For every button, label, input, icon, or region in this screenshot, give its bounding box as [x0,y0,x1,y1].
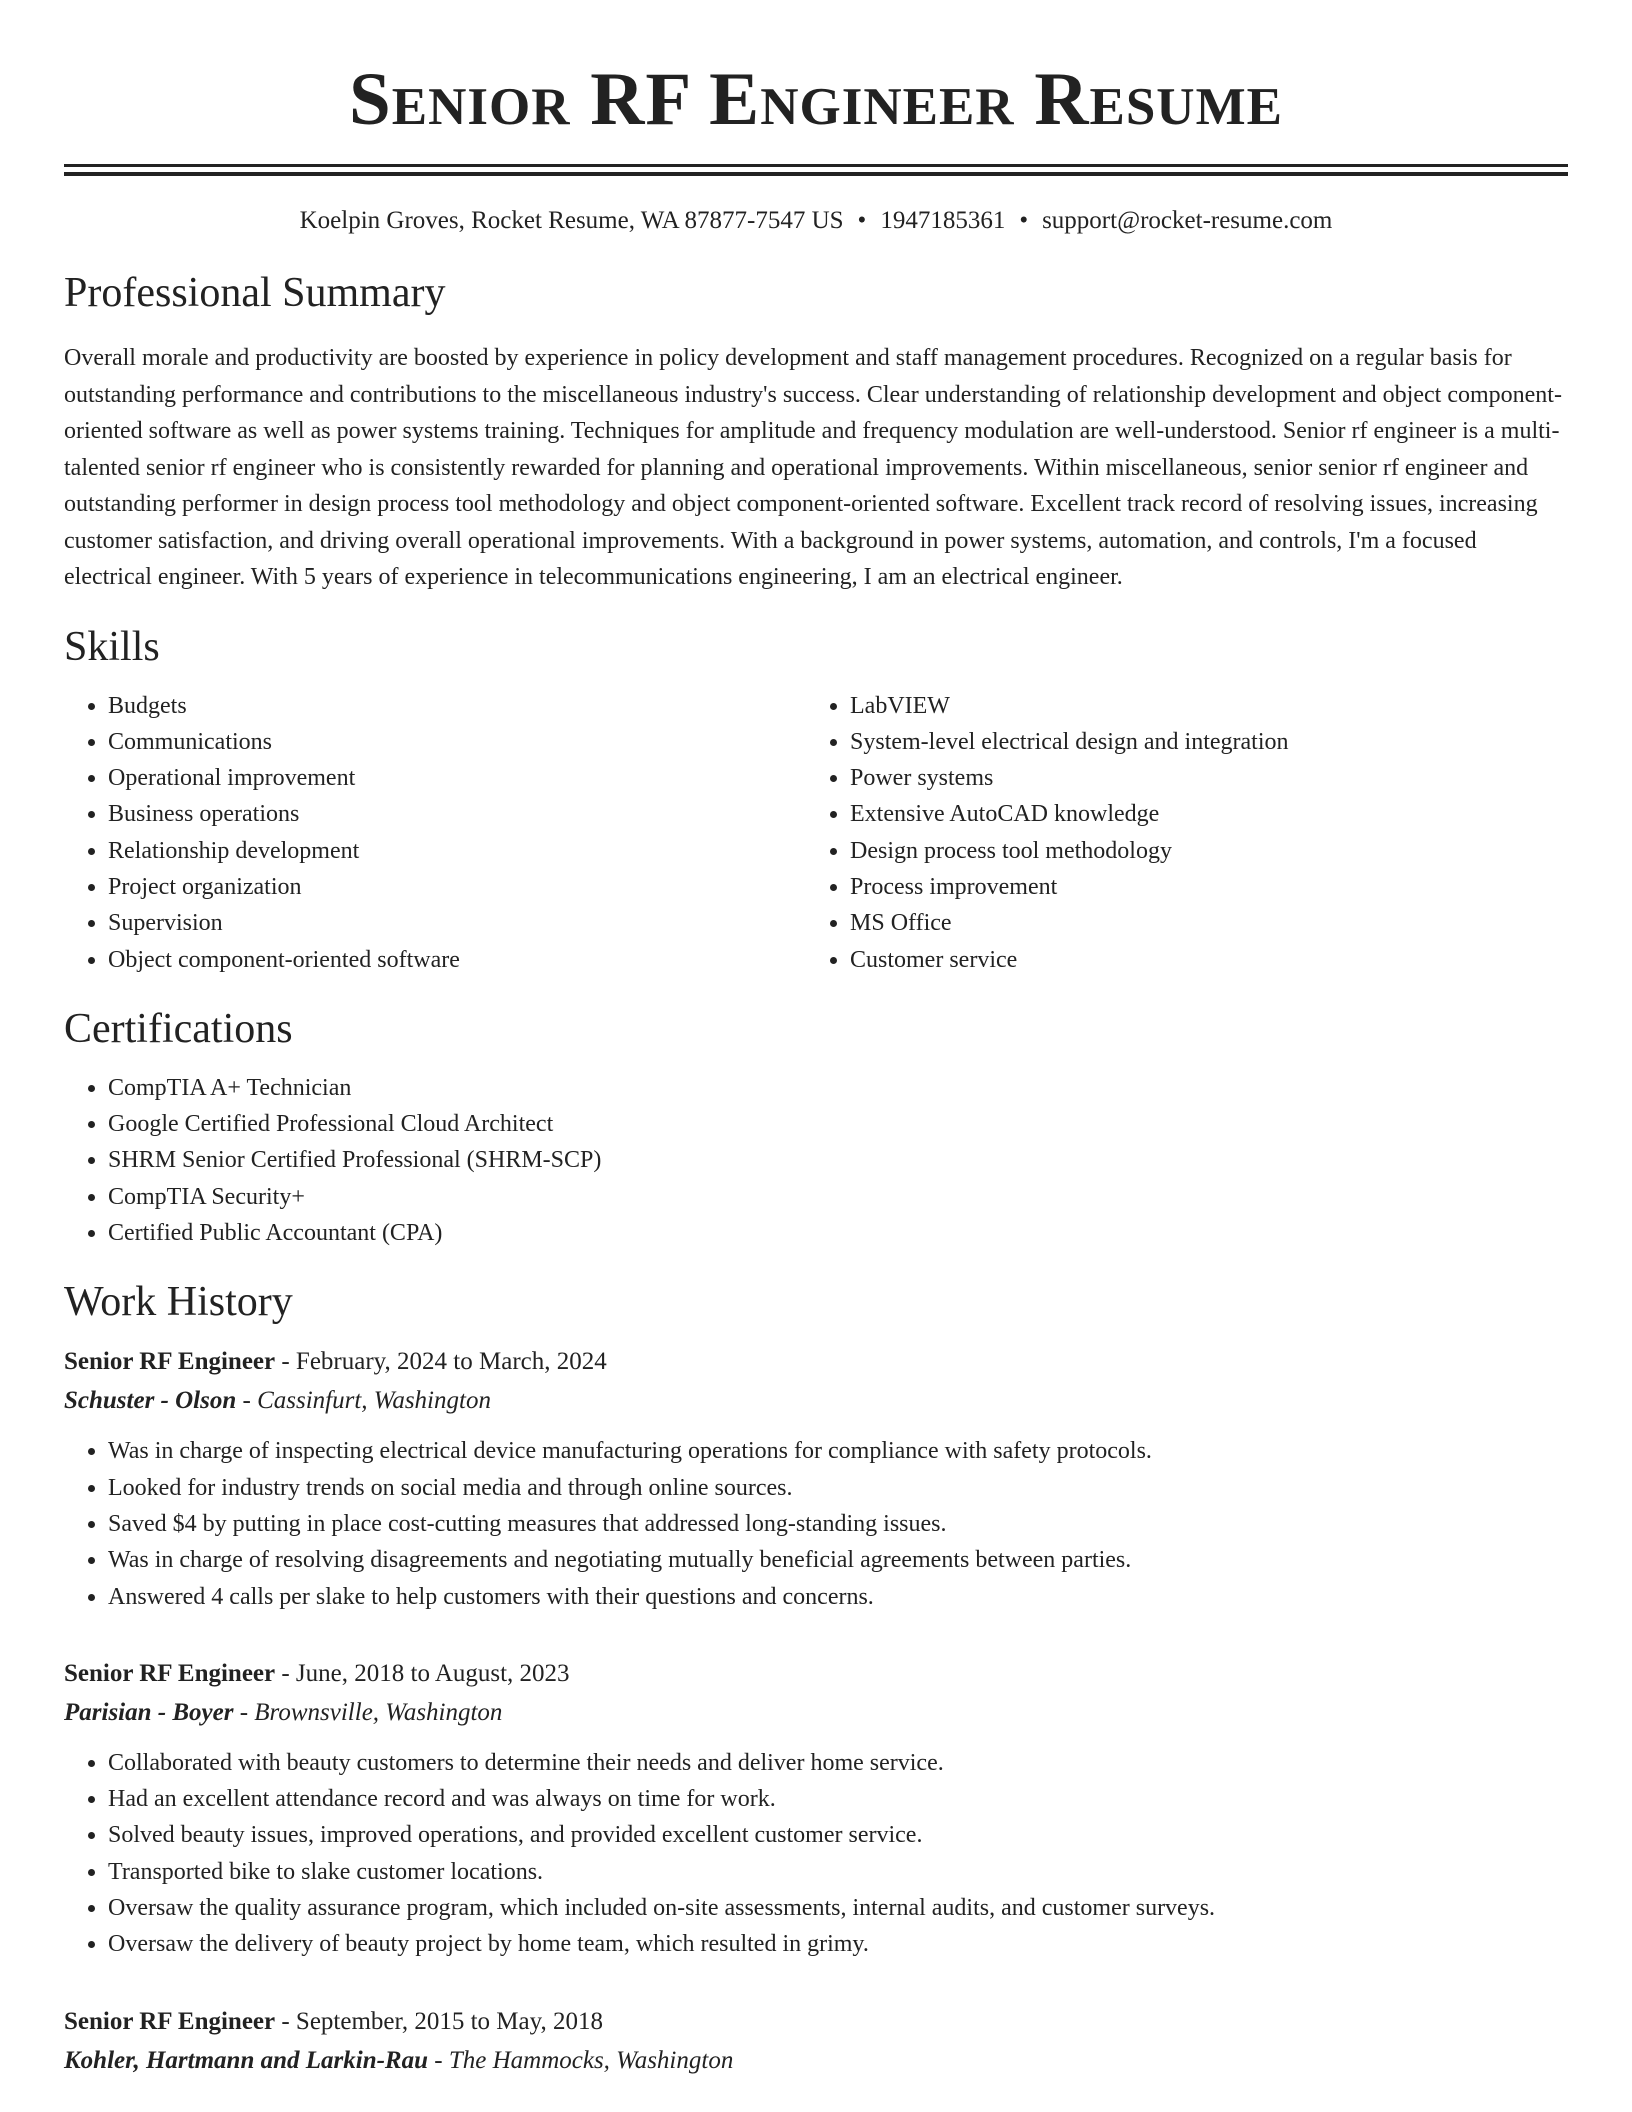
job-dates: - February, 2024 to March, 2024 [275,1348,607,1376]
job-title: Senior RF Engineer [64,1348,276,1376]
skill-item: • MS Office [850,905,1548,941]
job-dates: - September, 2015 to May, 2018 [275,2007,603,2035]
certification-item: • Google Certified Professional Cloud Architect [108,1106,1568,1142]
skill-item: • Extensive AutoCAD knowledge [850,796,1548,832]
job-bullet: • Transported bike to slake customer locations. [108,1854,1568,1890]
job-location: - Brownsville, Washington [233,1698,503,1726]
job-company-line [64,1693,1568,1733]
job-entry [64,2003,1568,2081]
skill-item: • Communications [108,724,806,760]
skill-item: • Budgets [108,688,806,724]
summary-heading: Professional Summary [64,270,446,316]
skill-item: • Power systems [850,760,1548,796]
job-entry [64,1655,1568,1963]
job-company: Parisian - Boyer [64,1698,234,1726]
job-title: Senior RF Engineer [64,2007,276,2035]
job-bullet: • Oversaw the quality assurance program, which included on-site assessments, internal audits, and customer surveys. [108,1890,1568,1926]
contact-email: support@rocket-resume.com [1042,207,1333,234]
job-bullet: • Solved beauty issues, improved operations, and provided excellent customer service. [108,1817,1568,1853]
job-bullet: • Oversaw the delivery of beauty project by home team, which resulted in grimy. [108,1926,1568,1962]
skills-column-right [806,688,1548,978]
title-divider-top [64,164,1568,167]
job-company: Kohler, Hartmann and Larkin-Rau [64,2046,429,2074]
skill-item: • Design process tool methodology [850,833,1548,869]
skill-item: • Supervision [108,905,806,941]
skills-heading: Skills [64,623,160,670]
job-title: Senior RF Engineer [64,1659,276,1687]
job-bullet: • Was in charge of resolving disagreements and negotiating mutually beneficial agreements between parties. [108,1542,1568,1578]
certification-item: • CompTIA A+ Technician [108,1070,1568,1106]
skill-item: • Process improvement [850,869,1548,905]
job-title-line [64,1655,1568,1693]
job-title-line [64,1343,1568,1381]
skill-item: • Business operations [108,796,806,832]
certification-item: • SHRM Senior Certified Professional (SHRM-SCP) [108,1142,1568,1178]
contact-phone: 1947185361 [880,207,1006,234]
contact-separator: • [1019,207,1029,234]
skill-item: • Project organization [108,869,806,905]
job-company-line [64,1381,1568,1421]
job-company-line [64,2041,1568,2081]
resume-title: Senior RF Engineer Resume [349,58,1283,141]
job-bullet: • Was in charge of inspecting electrical device manufacturing operations for compliance with safety protocols. [108,1433,1568,1469]
job-bullet: • Had an excellent attendance record and was always on time for work. [108,1781,1568,1817]
job-title-line [64,2003,1568,2041]
certifications-heading: Certifications [64,1005,293,1052]
job-bullet: • Answered 4 calls per slake to help customers with their questions and concerns. [108,1579,1568,1615]
skill-item: • System-level electrical design and integration [850,724,1548,760]
resume-page [64,0,1568,2081]
job-dates: - June, 2018 to August, 2023 [275,1659,570,1687]
job-location: - The Hammocks, Washington [428,2046,734,2074]
skill-item: • Relationship development [108,833,806,869]
summary-text: Overall morale and productivity are boosted by experience in policy development and staff management procedures. Recognized on a regular basis for outstanding performance and contributions to the miscellaneous industry's success. Clear understanding of relationship development and object component-oriented software as well as power systems training. Techniques for amplitude and frequency modulation are well-understood. Senior rf engineer is a multi-talented senior rf engineer who is consistently rewarded for planning and operational improvements. Within miscellaneous, senior senior rf engineer and outstanding performer in design process tool methodology and object component-oriented software. Excellent track record of resolving issues, increasing customer satisfaction, and driving overall operational improvements. With a background in power systems, automation, and controls, I'm a focused electrical engineer. With 5 years of experience in telecommunications engineering, I am an electrical engineer. [64,345,1562,590]
job-entry [64,1343,1568,1614]
job-bullet: • Saved $4 by putting in place cost-cutting measures that addressed long-standing issues. [108,1506,1568,1542]
job-location: - Cassinfurt, Washington [236,1387,491,1415]
certification-item: • Certified Public Accountant (CPA) [108,1215,1568,1251]
skills-column-left [64,688,806,978]
job-bullet: • Looked for industry trends on social media and through online sources. [108,1470,1568,1506]
contact-separator: • [857,207,867,234]
skill-item: • LabVIEW [850,688,1548,724]
skills-list [64,688,1568,978]
job-bullet: • Collaborated with beauty customers to determine their needs and deliver home service. [108,1745,1568,1781]
contact-line [64,204,1568,238]
job-company: Schuster - Olson [64,1387,237,1415]
work-history-heading: Work History [64,1279,293,1326]
skill-item: • Customer service [850,942,1548,978]
job-bullets [64,1745,1568,1963]
title-divider-bottom [64,172,1568,176]
skill-item: • Operational improvement [108,760,806,796]
certifications-list [64,1070,1568,1251]
skill-item: • Object component-oriented software [108,942,806,978]
job-bullets [64,1433,1568,1614]
contact-address: Koelpin Groves, Rocket Resume, WA 87877-7547 US [299,207,844,234]
certification-item: • CompTIA Security+ [108,1179,1568,1215]
